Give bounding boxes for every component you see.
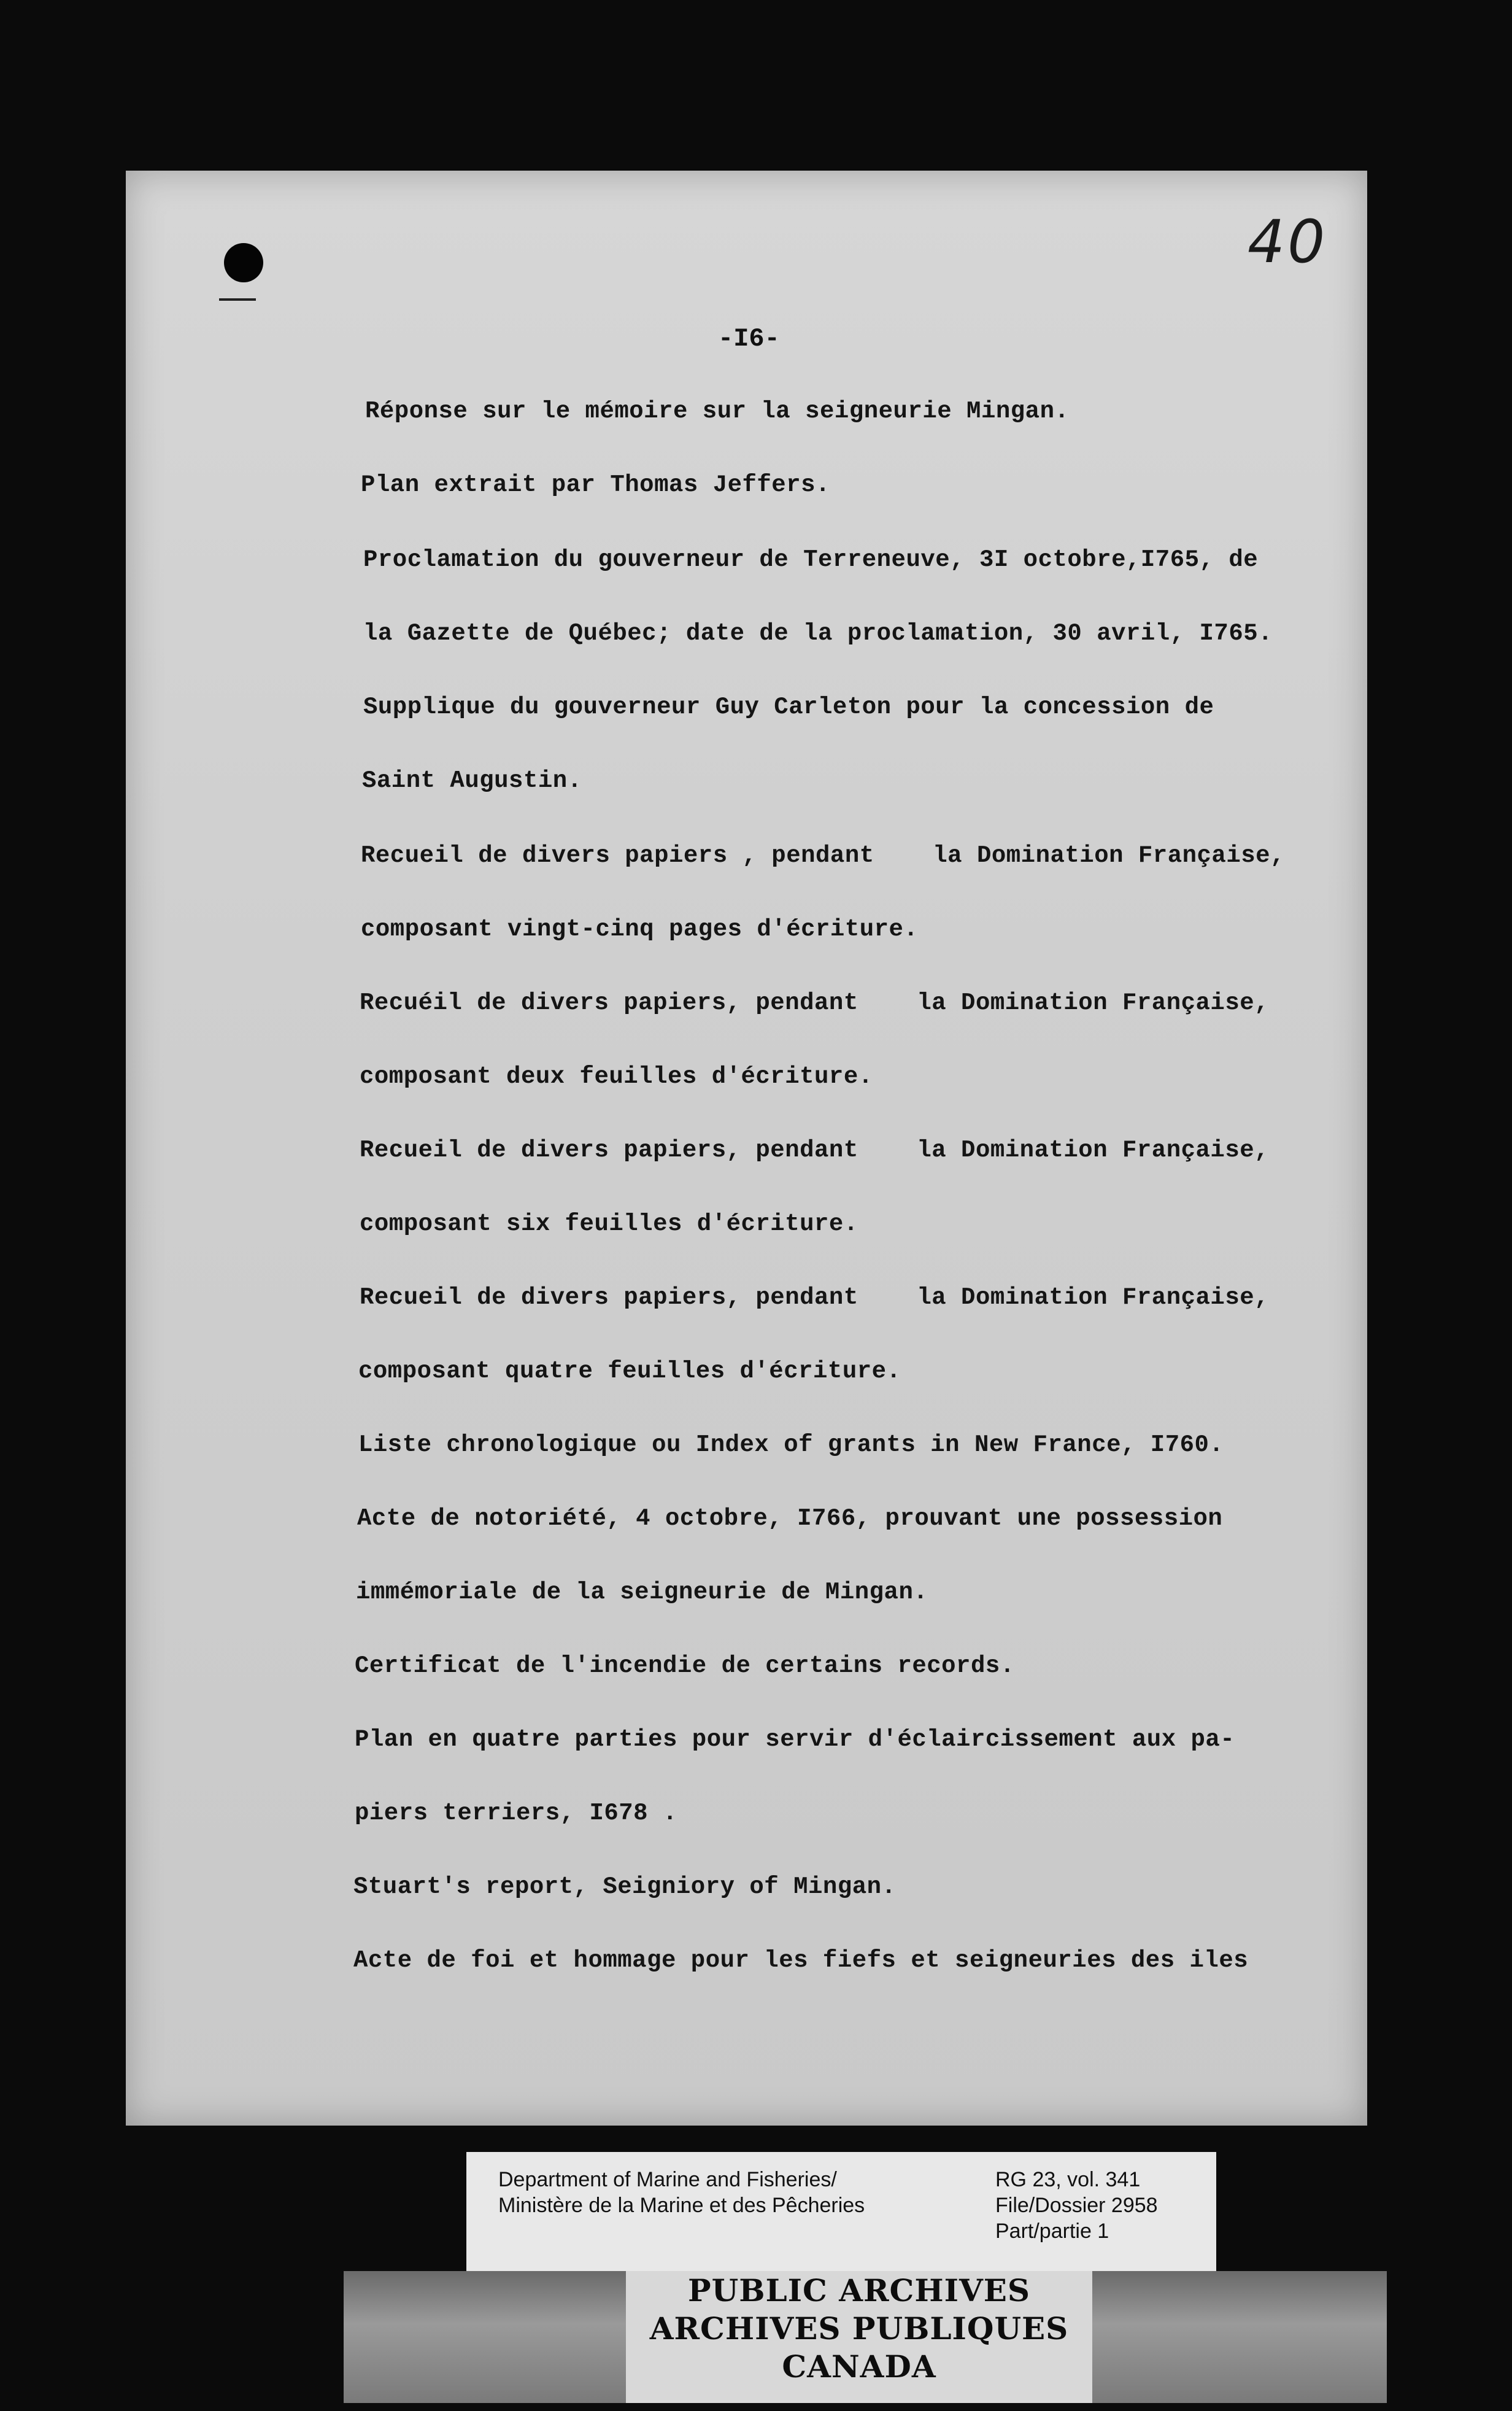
page-number: -I6- [718,324,780,354]
archives-line-1: PUBLIC ARCHIVES [688,2272,1030,2308]
department-en: Department of Marine and Fisheries/ [498,2168,837,2191]
file-number: File/Dossier 2958 [995,2194,1158,2217]
archives-line-3: CANADA [782,2348,936,2385]
text-line: composant quatre feuilles d'écriture. [358,1358,901,1385]
archive-reference-label [466,2152,1216,2272]
text-line: immémoriale de la seigneurie de Mingan. [356,1579,928,1606]
margin-mark [219,298,256,301]
text-line: Recueil de divers papiers , pendant la Domination Française, [361,842,1285,869]
text-line: Acte de foi et hommage pour les fiefs et seigneuries des iles [353,1947,1249,1974]
text-line: Saint Augustin. [362,767,582,794]
text-line: composant six feuilles d'écriture. [360,1210,858,1237]
text-line: Stuart's report, Seigniory of Mingan. [353,1873,897,1900]
text-line: Supplique du gouverneur Guy Carleton pour la concession de [363,694,1214,721]
text-line: piers terriers, I678 . [355,1800,677,1827]
text-line: Plan extrait par Thomas Jeffers. [361,471,830,498]
document-page [126,171,1367,2126]
part-number: Part/partie 1 [995,2219,1109,2243]
text-line: Plan en quatre parties pour servir d'éclaircissement aux pa- [355,1726,1235,1753]
archives-line-2: ARCHIVES PUBLIQUES [649,2310,1069,2347]
text-line: Certificat de l'incendie de certains records. [355,1652,1015,1679]
text-line: Acte de notoriété, 4 octobre, I766, prouvant une possession [357,1505,1223,1532]
text-line: Recueil de divers papiers, pendant la Domination Française, [360,1284,1270,1311]
text-line: Réponse sur le mémoire sur la seigneurie Mingan. [365,398,1070,425]
reference-group: RG 23, vol. 341 [995,2168,1141,2191]
folio-number: 40 [1248,207,1328,276]
text-line: la Gazette de Québec; date de la proclamation, 30 avril, I765. [363,620,1273,647]
text-line: composant vingt-cinq pages d'écriture. [361,916,919,943]
punch-hole [224,243,263,282]
text-line: Recueil de divers papiers, pendant la Domination Française, [360,1137,1270,1164]
text-line: Liste chronologique ou Index of grants in New France, I760. [358,1431,1224,1458]
text-line: Proclamation du gouverneur de Terreneuve, 3I octobre,I765, de [363,546,1259,573]
department-fr: Ministère de la Marine et des Pêcheries [498,2194,865,2217]
text-line: composant deux feuilles d'écriture. [360,1063,873,1090]
text-line: Recuéil de divers papiers, pendant la Domination Française, [360,989,1270,1016]
